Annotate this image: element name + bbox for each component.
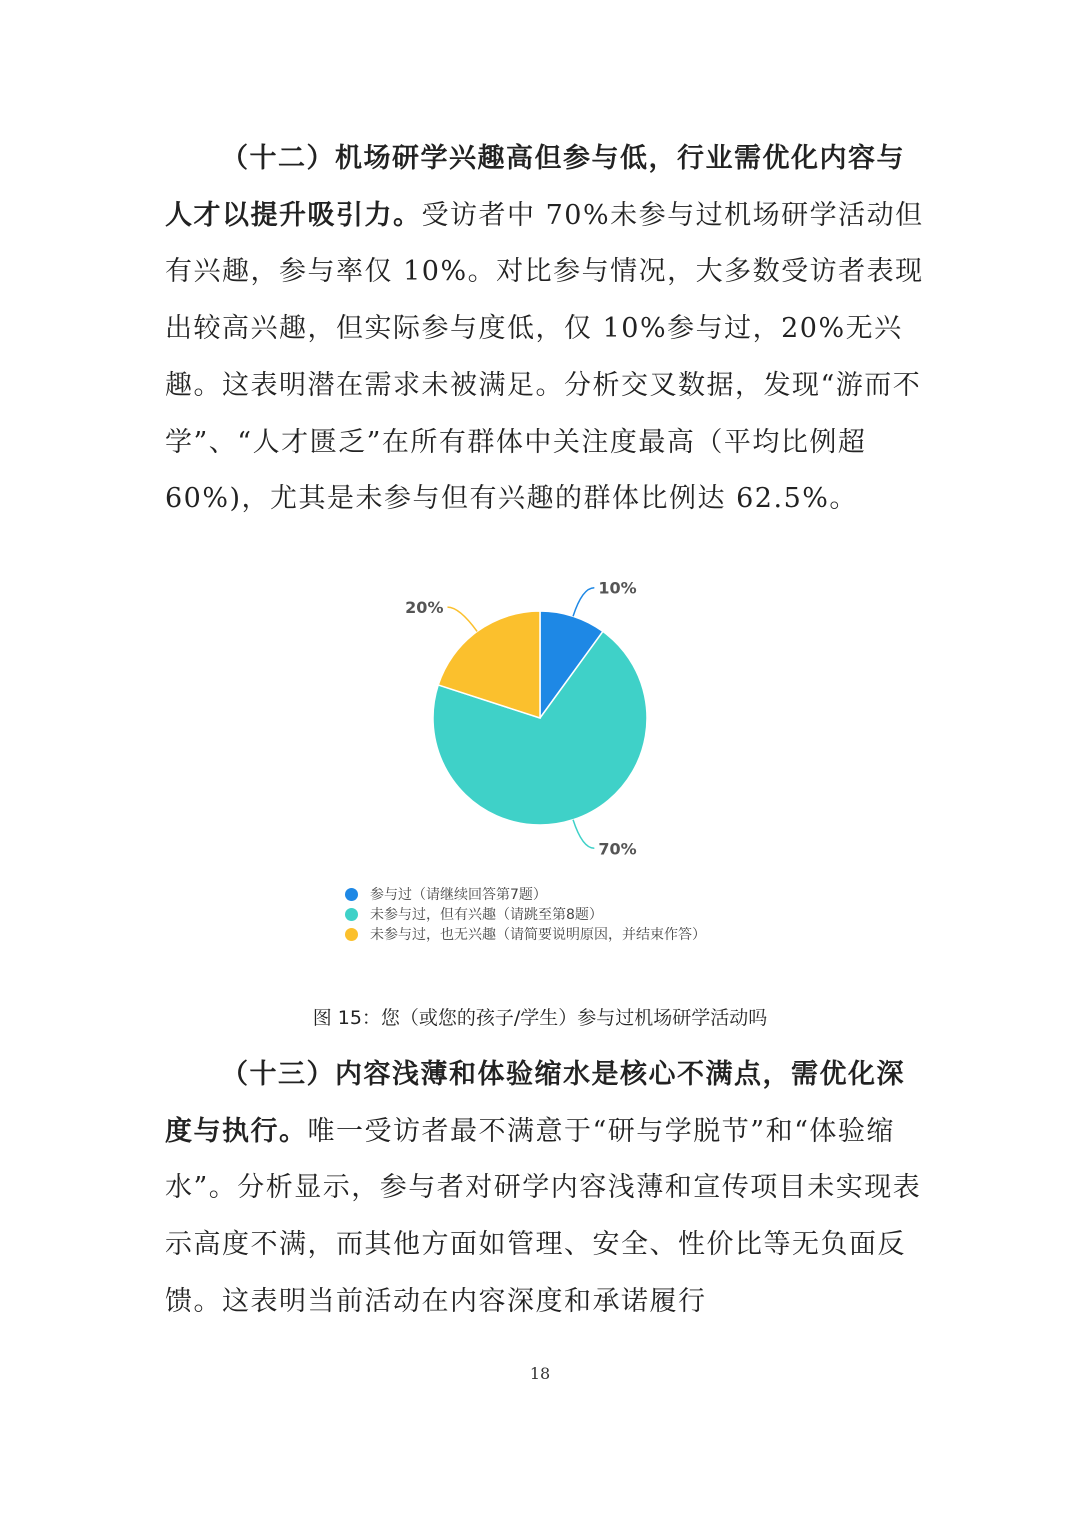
legend-swatch-not-interested [345,928,358,941]
legend-item-not-interested [345,924,706,944]
leader-line-participated [573,588,594,617]
leader-line-not-interested [447,607,477,631]
legend-label-not-interested: 未参与过，也无兴趣（请简要说明原因，并结束作答） [370,927,706,943]
leader-line-interested [573,820,594,849]
legend-item-participated [345,884,706,904]
section-12-heading: （十二）机场研学兴趣高但参与低，行业需优化内容与人才以提升吸引力。 [165,143,905,231]
data-label-participated: 10% [598,578,637,598]
legend-label-interested: 未参与过，但有兴趣（请跳至第8题） [370,907,603,923]
data-label-not-interested: 20% [405,598,444,618]
legend-swatch-participated [345,888,358,901]
section-13-paragraph [165,1047,925,1331]
chart-legend [345,884,706,944]
page-number: 18 [529,1364,551,1383]
legend-label-participated: 参与过（请继续回答第7题） [370,887,547,903]
data-label-interested: 70% [598,839,637,859]
section-13-heading: （十三）内容浅薄和体验缩水是核心不满点，需优化深度与执行。 [165,1059,905,1147]
legend-item-interested [345,904,706,924]
section-12-paragraph [165,131,925,528]
figure-caption: 图 15：您（或您的孩子/学生）参与过机场研学活动吗 [312,1007,768,1029]
legend-swatch-interested [345,908,358,921]
section-12-body: 受访者中 70%未参与过机场研学活动但有兴趣，参与率仅 10%。对比参与情况，大多数受访者表现出较高兴趣，但实际参与度低，仅 10%参与过，20%无兴趣。这表明潜在需求未被满足。分析交叉数据，发现“游而不学”、“人才匮乏”在所有群体中关注度最高（平均比例超 60%)，尤其是未参与但有兴趣的群体比例达 62.5%。 [165,199,924,515]
section-13-body: 唯一受访者最不满意于“研与学脱节”和“体验缩水”。分析显示，参与者对研学内容浅薄和宣传项目未实现表示高度不满，而其他方面如管理、安全、性价比等无负面反馈。这表明当前活动在内容深度和承诺履行 [165,1115,922,1317]
